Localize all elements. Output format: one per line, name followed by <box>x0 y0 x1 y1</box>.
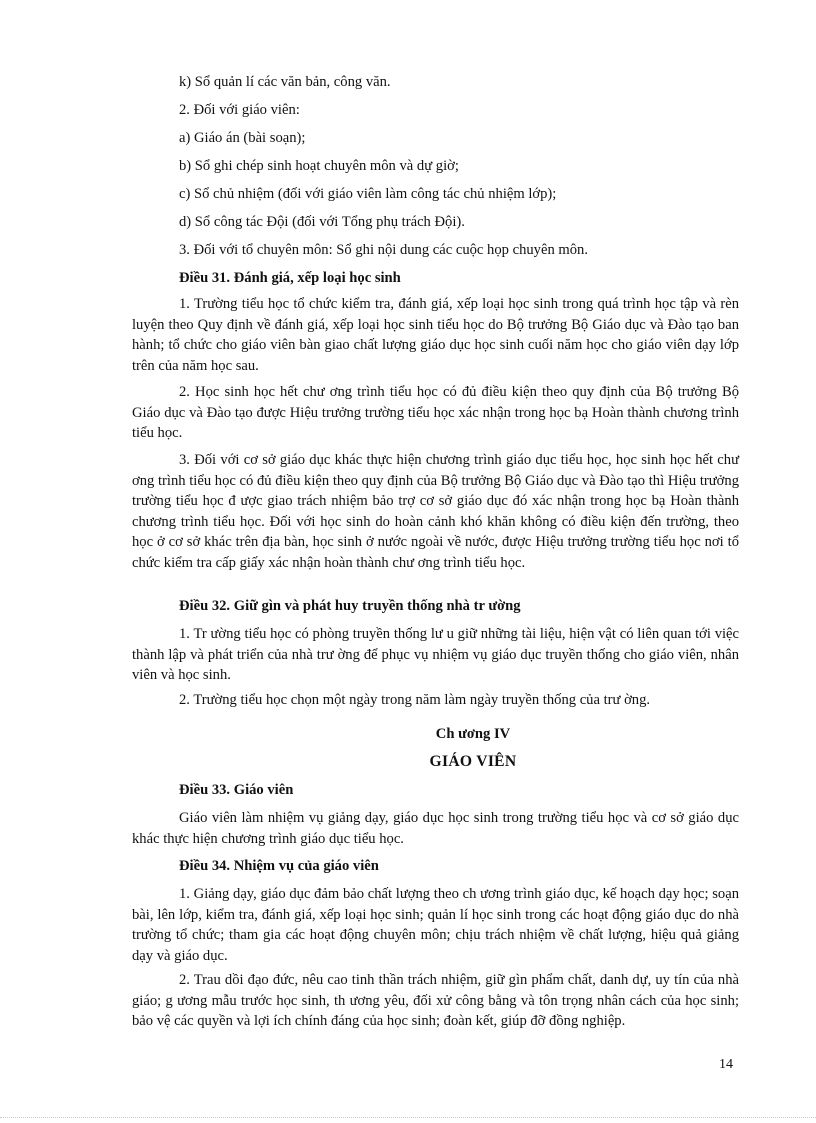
list-item-d: d) Sổ công tác Đội (đối với Tổng phụ trách Đội). <box>179 214 465 230</box>
article-31-paragraph-1: 1. Trường tiểu học tổ chức kiểm tra, đánh giá, xếp loại học sinh trong quá trình học tập và rèn luyện theo Quy định về đánh giá, xếp loại học sinh tiểu học do Bộ trưởng Bộ Giáo dục và Đào tạo ban hành; tổ chức cho giáo viên bàn giao chất lượng giáo dục học sinh cuối năm học cho giáo viên dạy lớp trên của năm học sau. <box>132 296 739 374</box>
list-item-a: a) Giáo án (bài soạn); <box>179 130 306 146</box>
article-31-heading: Điều 31. Đánh giá, xếp loại học sinh <box>179 270 401 286</box>
article-34-heading: Điều 34. Nhiệm vụ của giáo viên <box>179 858 379 874</box>
chapter-label: Ch ương IV <box>435 726 511 742</box>
article-33-paragraph-1: Giáo viên làm nhiệm vụ giảng dạy, giáo dục học sinh trong trường tiểu học và cơ sở giáo dục khác thực hiện chương trình giáo dục tiểu học. <box>132 810 739 847</box>
article-31-paragraph-2: 2. Học sinh học hết chư ơng trình tiểu học có đủ điều kiện theo quy định của Bộ trưởng Bộ Giáo dục và Đào tạo được Hiệu trưởng trường tiểu học xác nhận trong học bạ Hoàn thành chương trình tiểu học. <box>132 384 739 441</box>
article-32-heading: Điều 32. Giữ gìn và phát huy truyền thống nhà tr ường <box>179 598 521 614</box>
department-section-line: 3. Đối với tổ chuyên môn: Sổ ghi nội dung các cuộc họp chuyên môn. <box>179 242 588 258</box>
teacher-section-header: 2. Đối với giáo viên: <box>179 102 300 118</box>
page-number: 14 <box>719 1057 733 1072</box>
article-32-paragraph-2: 2. Trường tiểu học chọn một ngày trong năm làm ngày truyền thống của trư ờng. <box>179 692 651 708</box>
list-item-k: k) Sổ quản lí các văn bản, công văn. <box>179 74 391 90</box>
article-34-paragraph-2: 2. Trau dồi đạo đức, nêu cao tinh thần trách nhiệm, giữ gìn phẩm chất, danh dự, uy tín của nhà giáo; g ương mẫu trước học sinh, th ương yêu, đối xử công bằng và tôn trọng nhân cách của học sinh; bảo vệ các quyền và lợi ích chính đáng của học sinh; đoàn kết, giúp đỡ đồng nghiệp. <box>132 972 739 1029</box>
list-item-b: b) Sổ ghi chép sinh hoạt chuyên môn và dự giờ; <box>179 158 459 174</box>
article-34-paragraph-1: 1. Giảng dạy, giáo dục đảm bảo chất lượng theo ch ương trình giáo dục, kế hoạch dạy học; soạn bài, lên lớp, kiểm tra, đánh giá, xếp loại học sinh; quản lí học sinh trong các hoạt động giáo dục do nhà trường tổ chức; tham gia các hoạt động chuyên môn; chịu trách nhiệm về chất lượng, hiệu quả giảng dạy và giáo dục. <box>132 886 739 964</box>
page-bottom-rule <box>0 1117 816 1118</box>
list-item-c: c) Sổ chủ nhiệm (đối với giáo viên làm công tác chủ nhiệm lớp); <box>179 186 557 202</box>
chapter-title: GIÁO VIÊN <box>429 753 517 770</box>
article-33-heading: Điều 33. Giáo viên <box>179 782 294 798</box>
article-32-paragraph-1: 1. Tr ường tiểu học có phòng truyền thống lư u giữ những tài liệu, hiện vật có liên quan tới việc thành lập và phát triển của nhà trư ờng để phục vụ nhiệm vụ giáo dục truyền thống cho giáo viên, nhân viên và học sinh. <box>132 626 739 683</box>
article-31-paragraph-3: 3. Đối với cơ sở giáo dục khác thực hiện chương trình giáo dục tiểu học, học sinh học hết chư ơng trình tiểu học có đủ điều kiện theo quy định của Bộ trưởng Bộ Giáo dục và Đào tạo thì Hiệu trưởng trường tiểu học đ ược giao trách nhiệm bảo trợ cơ sở giáo dục đó xác nhận trong học bạ Hoàn thành chương trình tiểu học. Đối với học sinh do hoàn cảnh khó khăn không có điều kiện đến trường, theo học ở cơ sở khác trên địa bàn, học sinh ở nước ngoài về nước, được Hiệu trưởng trường tiểu học nơi tổ chức kiểm tra cấp giấy xác nhận hoàn thành chư ơng trình tiểu học. <box>132 452 739 571</box>
